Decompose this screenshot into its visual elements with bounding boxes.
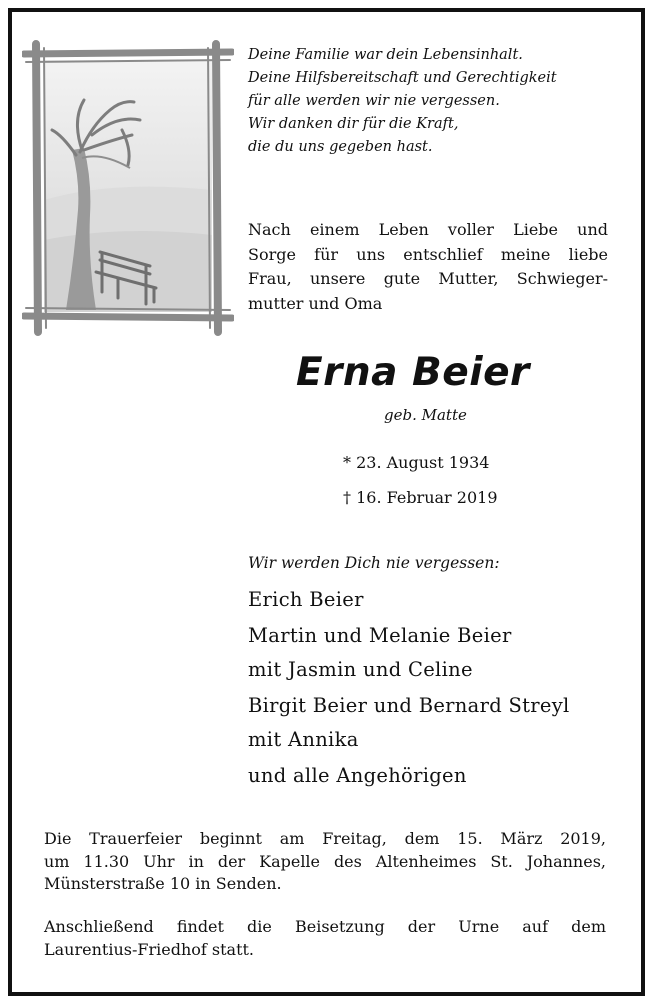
burial-line: Laurentius-Friedhof statt. <box>44 939 255 959</box>
tree-bench-illustration <box>22 40 234 336</box>
intro-line: mutter und Oma <box>248 293 383 313</box>
mourner-line: und alle Angehörigen <box>248 764 467 787</box>
mourners-list <box>248 583 628 793</box>
mourner-line: Erich Beier <box>248 588 364 611</box>
life-dates <box>343 445 498 515</box>
poem-line: die du uns gegeben hast. <box>248 139 433 155</box>
poem-line: Deine Hilfsbereitschaft und Gerechtigkeit <box>248 70 557 86</box>
funeral-line: Münsterstraße 10 in Senden. <box>44 874 282 893</box>
intro-text <box>248 218 608 316</box>
funeral-info <box>44 828 606 896</box>
poem <box>248 44 608 159</box>
deceased-name: Erna Beier <box>296 350 530 395</box>
funeral-line: Die Trauerfeier beginnt am Freitag, dem 15. März 2019, <box>44 829 606 848</box>
intro-line: Sorge für uns entschlief meine liebe <box>248 244 608 264</box>
intro-line: Nach einem Leben voller Liebe und <box>248 220 608 239</box>
maiden-name: geb. Matte <box>384 406 467 424</box>
poem-line: Deine Familie war dein Lebensinhalt. <box>248 47 523 63</box>
mourner-line: Birgit Beier und Bernard Streyl <box>248 694 570 717</box>
intro-line: Frau, unsere gute Mutter, Schwieger- <box>248 269 608 288</box>
burial-line: Anschließend findet die Beisetzung der Urne auf dem <box>44 917 606 936</box>
burial-info <box>44 916 606 961</box>
poem-line: Wir danken dir für die Kraft, <box>248 116 459 132</box>
mourner-line: mit Jasmin und Celine <box>248 658 473 681</box>
mourner-line: mit Annika <box>248 728 359 751</box>
funeral-line: um 11.30 Uhr in der Kapelle des Altenheimes St. Johannes, <box>44 851 606 871</box>
birth-date: * 23. August 1934 <box>343 453 490 472</box>
mourners-intro: Wir werden Dich nie vergessen: <box>248 554 500 572</box>
death-date: † 16. Februar 2019 <box>343 488 498 507</box>
mourner-line: Martin und Melanie Beier <box>248 624 512 647</box>
poem-line: für alle werden wir nie vergessen. <box>248 93 500 109</box>
